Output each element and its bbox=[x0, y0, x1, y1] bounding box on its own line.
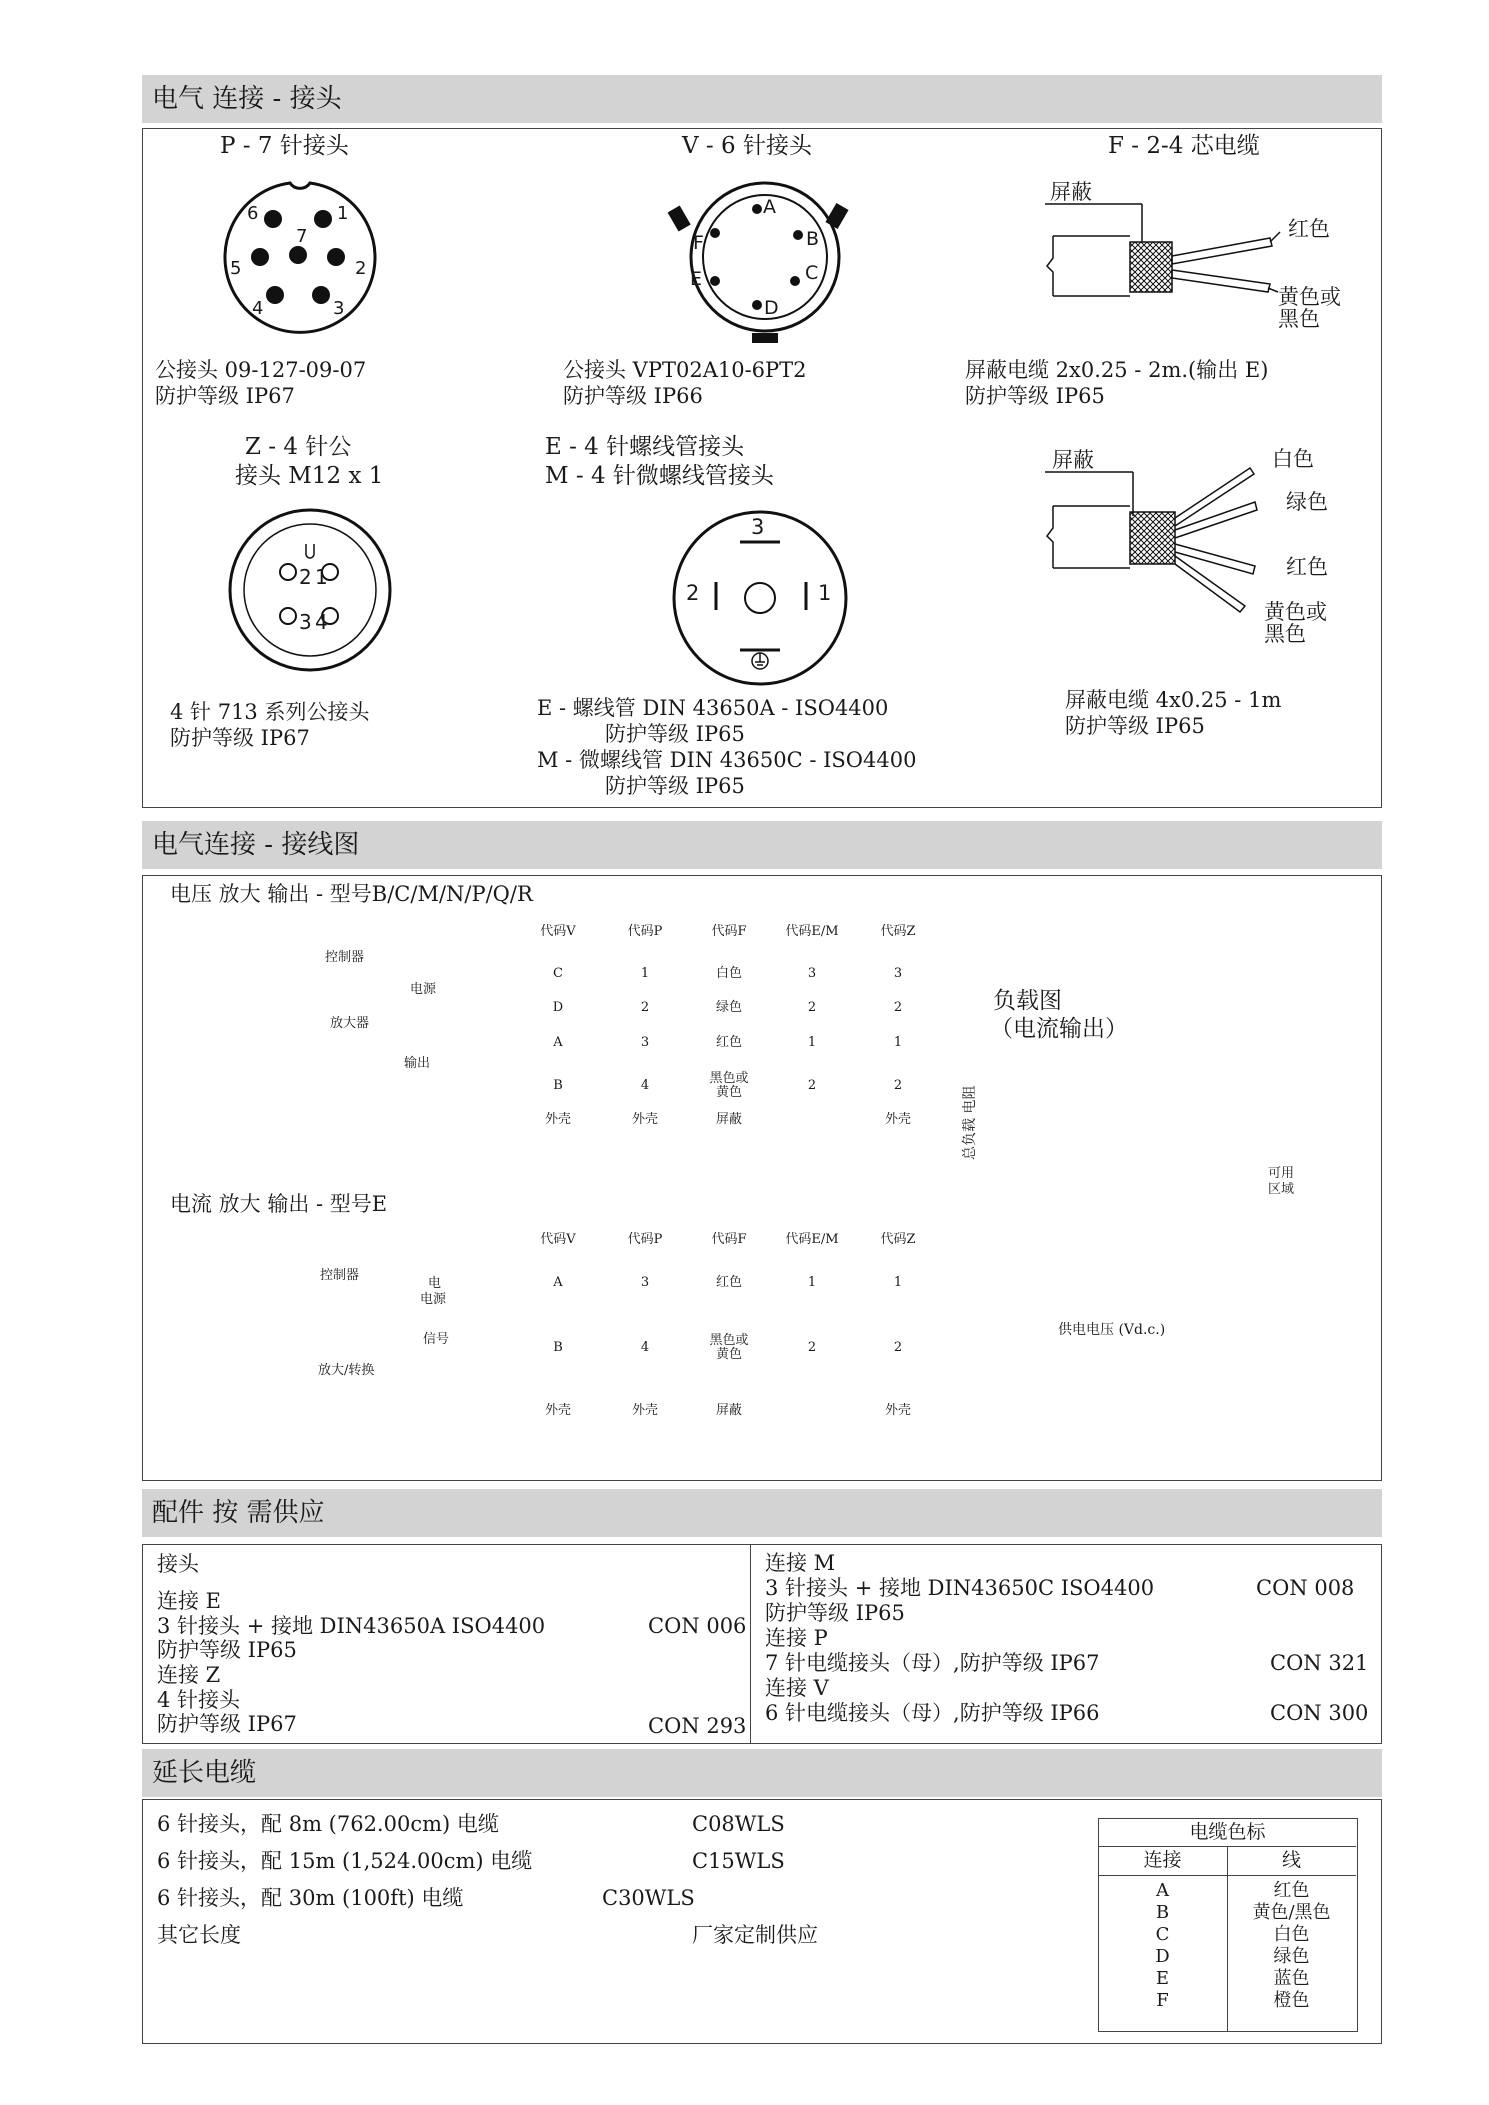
v6-pin-label-a: A bbox=[763, 196, 776, 218]
ext-item-1-code: C08WLS bbox=[692, 1812, 785, 1836]
voltage-table-header-3: 代码E/M bbox=[785, 924, 839, 939]
z4-pin-label-3: 3 bbox=[299, 610, 312, 634]
current-table-cell-2-1: 外壳 bbox=[631, 1403, 658, 1418]
acc-m-code: CON 008 bbox=[1256, 1576, 1355, 1600]
z4-part-line: 4 针 713 系列公接头 bbox=[170, 700, 370, 724]
current-table-header-3: 代码E/M bbox=[785, 1232, 839, 1247]
ext-item-2-desc: 6 针接头，配 15m (1,524.00cm) 电缆 bbox=[157, 1849, 533, 1873]
current-power-label-b: 电源 bbox=[420, 1292, 447, 1307]
em4-title-1: E - 4 针螺线管接头 bbox=[545, 434, 745, 460]
current-table-cell-1-3: 2 bbox=[807, 1340, 817, 1355]
p7-pin-label-4: 4 bbox=[252, 298, 264, 319]
current-controller-label: 控制器 bbox=[320, 1268, 360, 1283]
ext-item-4-code: 厂家定制供应 bbox=[692, 1923, 818, 1947]
v6-part-line: 公接头 VPT02A10-6PT2 bbox=[563, 358, 807, 382]
acc-z-protection: 防护等级 IP67 bbox=[157, 1712, 297, 1736]
f4-cable-diagram bbox=[1045, 468, 1305, 618]
current-table-cell-0-2: 红色 bbox=[715, 1275, 742, 1290]
ext-item-3-desc: 6 针接头，配 30m (100ft) 电缆 bbox=[157, 1886, 464, 1910]
color-table-title: 电缆色标 bbox=[1189, 1821, 1266, 1843]
voltage-table-cell-4-2: 屏蔽 bbox=[715, 1112, 742, 1127]
load-chart-title: 负载图 bbox=[993, 988, 1062, 1014]
section-title: 电气连接 - 接线图 bbox=[152, 830, 360, 860]
acc-e-code: CON 006 bbox=[648, 1614, 747, 1638]
v6-title: V - 6 针接头 bbox=[682, 133, 812, 159]
acc-p-code: CON 321 bbox=[1270, 1651, 1369, 1675]
p7-pin-3 bbox=[312, 286, 330, 304]
em4-title-2: M - 4 针微螺线管接头 bbox=[545, 463, 774, 489]
p7-pin-6 bbox=[264, 210, 282, 228]
p7-pin-label-2: 2 bbox=[355, 258, 367, 279]
em4-pin-label-1: 1 bbox=[818, 581, 832, 605]
f24-shield-label: 屏蔽 bbox=[1050, 180, 1092, 204]
z4-pin-label-4: 4 bbox=[315, 610, 328, 634]
voltage-power-label: 电源 bbox=[410, 982, 437, 997]
load-chart-xaxis: 供电电压 (Vd.c.) bbox=[1058, 1322, 1166, 1338]
voltage-table-cell-2-0: A bbox=[553, 1035, 563, 1050]
voltage-table-cell-0-2: 白色 bbox=[715, 966, 742, 981]
section-header-wiring bbox=[142, 821, 1382, 869]
f4-wire-green: 绿色 bbox=[1286, 490, 1328, 514]
current-table-header-2: 代码F bbox=[711, 1232, 747, 1247]
current-amp-label: 放大/转换 bbox=[318, 1363, 375, 1378]
em4-e-line: E - 螺线管 DIN 43650A - ISO4400 bbox=[537, 696, 889, 720]
p7-pin-label-5: 5 bbox=[230, 258, 242, 279]
color-table-connect-d: D bbox=[1155, 1946, 1170, 1967]
voltage-table-cell-3-3: 2 bbox=[807, 1078, 817, 1093]
f24-wire-yellow: 黄色或 bbox=[1278, 285, 1341, 309]
z4-pin-label-1: 1 bbox=[315, 565, 328, 589]
voltage-table-cell-1-2: 绿色 bbox=[715, 1000, 742, 1015]
acc-heading: 接头 bbox=[157, 1552, 199, 1576]
load-chart-usable-2: 区域 bbox=[1268, 1182, 1295, 1197]
em4-m-protection: 防护等级 IP65 bbox=[605, 774, 745, 798]
p7-pin-1 bbox=[314, 210, 332, 228]
ext-item-2-code: C15WLS bbox=[692, 1849, 785, 1873]
color-table-wire-d: 绿色 bbox=[1273, 1946, 1310, 1967]
p7-pin-5 bbox=[251, 248, 269, 266]
p7-pin-label-6: 6 bbox=[247, 203, 259, 224]
voltage-table-cell-2-2: 红色 bbox=[715, 1035, 742, 1050]
v6-pin-label-e: E bbox=[690, 268, 703, 290]
current-table-cell-1-1: 4 bbox=[640, 1340, 650, 1355]
voltage-table-cell-3-2: 黄色 bbox=[715, 1085, 742, 1100]
voltage-table-header-1: 代码P bbox=[627, 924, 663, 939]
p7-part-line: 公接头 09-127-09-07 bbox=[155, 358, 367, 382]
v6-pin-label-d: D bbox=[764, 297, 779, 319]
section-header-extension bbox=[142, 1749, 1382, 1797]
z4-title-1: Z - 4 针公 bbox=[245, 434, 352, 460]
current-title: 电流 放大 输出 - 型号E bbox=[170, 1192, 388, 1216]
color-table-wire-b: 黄色/黑色 bbox=[1252, 1902, 1331, 1923]
voltage-table-cell-3-2: 黑色或 bbox=[709, 1071, 749, 1086]
v6-pin-label-c: C bbox=[805, 262, 819, 284]
voltage-output-label: 输出 bbox=[404, 1056, 431, 1071]
em4-e-protection: 防护等级 IP65 bbox=[605, 722, 745, 746]
acc-v-code: CON 300 bbox=[1270, 1701, 1369, 1725]
f4-wire-red: 红色 bbox=[1286, 555, 1328, 579]
ext-item-1-desc: 6 针接头，配 8m (762.00cm) 电缆 bbox=[157, 1812, 499, 1836]
voltage-table-cell-3-0: B bbox=[553, 1078, 563, 1093]
v6-pin-label-b: B bbox=[806, 228, 820, 250]
em4-pin-label-2: 2 bbox=[686, 581, 700, 605]
ext-item-3-code: C30WLS bbox=[602, 1886, 695, 1910]
p7-pin-2 bbox=[327, 248, 345, 266]
p7-pin-7 bbox=[289, 246, 307, 264]
acc-z-code: CON 293 bbox=[648, 1714, 747, 1738]
cable-color-table bbox=[1098, 1818, 1358, 2032]
f4-protection-line: 防护等级 IP65 bbox=[1065, 714, 1205, 738]
voltage-table-cell-1-3: 2 bbox=[807, 1000, 817, 1015]
voltage-table-cell-1-1: 2 bbox=[640, 1000, 650, 1015]
color-table-connect-c: C bbox=[1155, 1924, 1170, 1945]
color-table-wire-e: 蓝色 bbox=[1273, 1968, 1310, 1989]
section-title: 延长电缆 bbox=[152, 1758, 257, 1788]
z4-title-2: 接头 M12 x 1 bbox=[235, 463, 384, 489]
voltage-table-cell-3-1: 4 bbox=[640, 1078, 650, 1093]
v6-pin-label-f: F bbox=[693, 232, 704, 254]
voltage-table-cell-3-4: 2 bbox=[893, 1078, 903, 1093]
voltage-table-cell-0-3: 3 bbox=[807, 966, 817, 981]
f24-title: F - 2-4 芯电缆 bbox=[1108, 133, 1260, 159]
f24-part-line: 屏蔽电缆 2x0.25 - 2m.(输出 E) bbox=[965, 358, 1269, 382]
accessories-divider bbox=[750, 1544, 751, 1744]
acc-m-title: 连接 M bbox=[765, 1551, 836, 1575]
current-table-cell-1-4: 2 bbox=[893, 1340, 903, 1355]
f4-wire-white: 白色 bbox=[1272, 447, 1314, 471]
acc-v-title: 连接 V bbox=[765, 1676, 829, 1700]
current-table-cell-1-2: 黑色或 bbox=[709, 1333, 749, 1348]
f24-wire-red: 红色 bbox=[1288, 217, 1330, 241]
current-table-header-4: 代码Z bbox=[880, 1232, 916, 1247]
current-signal-label: 信号 bbox=[423, 1332, 450, 1347]
f24-protection-line: 防护等级 IP65 bbox=[965, 384, 1105, 408]
v6-pin-e bbox=[710, 276, 720, 286]
acc-z-desc: 4 针接头 bbox=[157, 1688, 241, 1712]
current-table-cell-2-2: 屏蔽 bbox=[715, 1403, 742, 1418]
voltage-table-header-4: 代码Z bbox=[880, 924, 916, 939]
p7-pin-label-7: 7 bbox=[296, 226, 308, 247]
v6-pin-c bbox=[790, 276, 800, 286]
voltage-table-header-2: 代码F bbox=[711, 924, 747, 939]
voltage-title: 电压 放大 输出 - 型号B/C/M/N/P/Q/R bbox=[170, 882, 533, 906]
voltage-table-cell-4-1: 外壳 bbox=[631, 1112, 658, 1127]
z4-pin-label-2: 2 bbox=[299, 565, 312, 589]
v6-protection-line: 防护等级 IP66 bbox=[563, 384, 703, 408]
color-table-wire-c: 白色 bbox=[1273, 1924, 1310, 1945]
acc-m-protection: 防护等级 IP65 bbox=[765, 1601, 905, 1625]
color-table-wire-f: 橙色 bbox=[1273, 1990, 1310, 2011]
v6-pin-d bbox=[752, 300, 762, 310]
z4-protection-line: 防护等级 IP67 bbox=[170, 726, 310, 750]
p7-pin-label-1: 1 bbox=[337, 203, 349, 224]
z4-pin-3 bbox=[280, 608, 296, 624]
acc-m-desc: 3 针接头 + 接地 DIN43650C ISO4400 bbox=[765, 1576, 1155, 1600]
ext-item-4-desc: 其它长度 bbox=[157, 1923, 241, 1947]
voltage-table-cell-1-4: 2 bbox=[893, 1000, 903, 1015]
voltage-table-cell-2-3: 1 bbox=[807, 1035, 817, 1050]
current-table-header-1: 代码P bbox=[627, 1232, 663, 1247]
voltage-table-cell-0-4: 3 bbox=[893, 966, 903, 981]
current-table-cell-0-1: 3 bbox=[640, 1275, 650, 1290]
acc-p-title: 连接 P bbox=[765, 1626, 828, 1650]
p7-pin-label-3: 3 bbox=[333, 298, 345, 319]
p7-pin-4 bbox=[266, 286, 284, 304]
current-table-cell-0-3: 1 bbox=[807, 1275, 817, 1290]
color-table-connect-b: B bbox=[1155, 1902, 1170, 1923]
v6-pin-f bbox=[710, 228, 720, 238]
color-table-connect-a: A bbox=[1156, 1880, 1169, 1901]
acc-e-protection: 防护等级 IP65 bbox=[157, 1638, 297, 1662]
voltage-table-cell-2-1: 3 bbox=[640, 1035, 650, 1050]
section-header-accessories bbox=[142, 1489, 1382, 1537]
load-chart-yaxis: 总负载 电阻 bbox=[962, 1085, 978, 1160]
current-power-label-a: 电 bbox=[428, 1276, 442, 1291]
section-header-connectors bbox=[142, 75, 1382, 123]
p7-title: P - 7 针接头 bbox=[220, 133, 349, 159]
voltage-amplifier-label: 放大器 bbox=[330, 1016, 370, 1031]
f4-shield-label: 屏蔽 bbox=[1052, 448, 1094, 472]
voltage-table-header-0: 代码V bbox=[540, 924, 576, 939]
current-table-cell-0-0: A bbox=[553, 1275, 563, 1290]
color-table-connect-e: E bbox=[1155, 1968, 1170, 1989]
voltage-controller-label: 控制器 bbox=[325, 950, 365, 965]
color-table-header-wire: 线 bbox=[1281, 1849, 1301, 1871]
color-table-header-connect: 连接 bbox=[1143, 1849, 1182, 1871]
load-chart-usable-1: 可用 bbox=[1268, 1166, 1295, 1181]
section-title: 电气 连接 - 接头 bbox=[152, 84, 342, 114]
p7-connector-diagram bbox=[210, 175, 390, 325]
acc-e-title: 连接 E bbox=[157, 1589, 222, 1613]
f4-wire-yellow: 黄色或 bbox=[1264, 600, 1327, 624]
current-table-header-0: 代码V bbox=[540, 1232, 576, 1247]
f4-wire-black: 黑色 bbox=[1264, 622, 1306, 646]
acc-v-desc: 6 针电缆接头（母）,防护等级 IP66 bbox=[765, 1701, 1100, 1725]
voltage-table-cell-1-0: D bbox=[552, 1000, 564, 1015]
acc-e-desc: 3 针接头 + 接地 DIN43650A ISO4400 bbox=[157, 1614, 546, 1638]
acc-p-desc: 7 针电缆接头（母）,防护等级 IP67 bbox=[765, 1651, 1100, 1675]
current-table-cell-0-4: 1 bbox=[893, 1275, 903, 1290]
em4-pin-label-3: 3 bbox=[751, 515, 765, 539]
color-table-wire-a: 红色 bbox=[1273, 1880, 1310, 1901]
f24-wire-black: 黑色 bbox=[1278, 307, 1320, 331]
section-title: 配件 按 需供应 bbox=[152, 1498, 325, 1528]
v6-pin-b bbox=[793, 230, 803, 240]
em4-m-line: M - 微螺线管 DIN 43650C - ISO4400 bbox=[537, 748, 917, 772]
z4-connector-diagram bbox=[222, 508, 402, 678]
f4-part-line: 屏蔽电缆 4x0.25 - 1m bbox=[1065, 688, 1282, 712]
current-table-cell-2-4: 外壳 bbox=[884, 1403, 911, 1418]
v6-pin-a bbox=[752, 204, 762, 214]
current-table-cell-2-0: 外壳 bbox=[544, 1403, 571, 1418]
color-table-connect-f: F bbox=[1156, 1990, 1169, 2011]
voltage-table-cell-0-0: C bbox=[553, 966, 563, 981]
acc-z-title: 连接 Z bbox=[157, 1663, 221, 1687]
voltage-table-cell-4-4: 外壳 bbox=[884, 1112, 911, 1127]
load-chart-subtitle: （电流输出） bbox=[990, 1016, 1128, 1042]
z4-pin-2 bbox=[280, 564, 296, 580]
voltage-table-cell-4-0: 外壳 bbox=[544, 1112, 571, 1127]
voltage-table-cell-2-4: 1 bbox=[893, 1035, 903, 1050]
current-table-cell-1-2: 黄色 bbox=[715, 1347, 742, 1362]
current-table-cell-1-0: B bbox=[553, 1340, 563, 1355]
p7-protection-line: 防护等级 IP67 bbox=[155, 384, 295, 408]
accessories-panel bbox=[142, 1544, 1382, 1744]
voltage-table-cell-0-1: 1 bbox=[640, 966, 650, 981]
